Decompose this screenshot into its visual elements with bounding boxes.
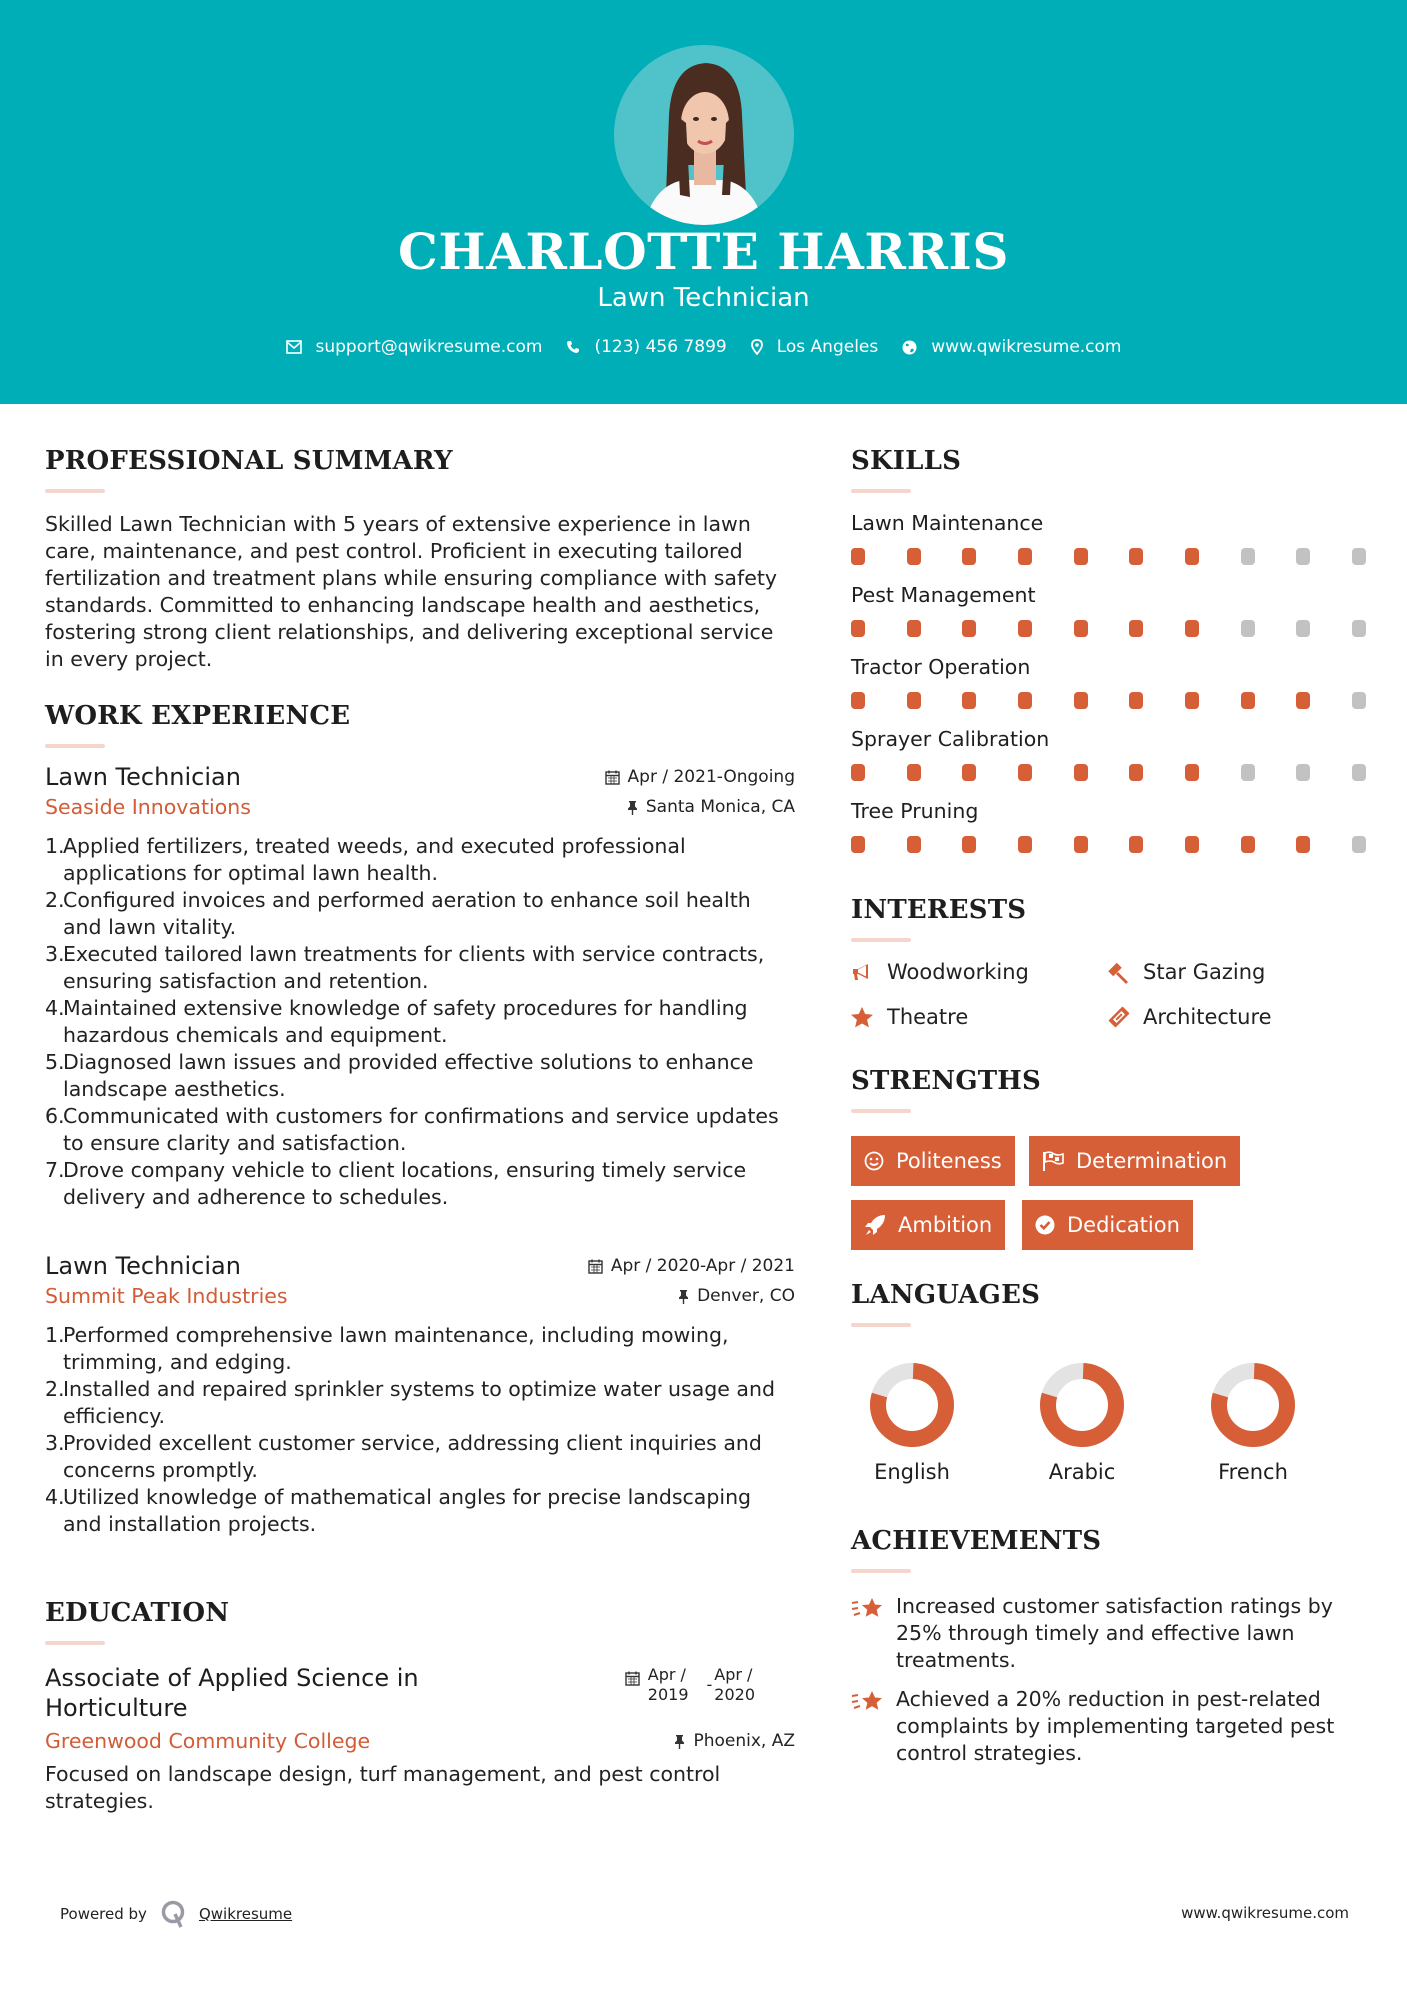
rating-dot-filled [907,548,921,565]
education-section [45,1598,795,1815]
skill-item [851,583,1371,637]
skill-rating [851,764,1366,781]
rating-dot-filled [907,692,921,709]
interest-item: Woodworking [851,960,1029,984]
section-heading: EDUCATION [45,1598,230,1628]
rating-dot-filled [962,620,976,637]
heading-underline [851,489,911,493]
job-location: Santa Monica, CA [627,797,795,817]
list-item: 4. Maintained extensive knowledge of safety procedures for handling hazardous chemicals and equipment. [45,996,748,1047]
company-name: Summit Peak Industries [45,1284,288,1308]
list-item: 1. Performed comprehensive lawn maintenance, including mowing, trimming, and edging. [45,1323,729,1374]
qwikresume-link[interactable]: Qwikresume [198,1905,293,1923]
rating-dot-filled [1241,692,1255,709]
rating-dot-empty [1352,692,1366,709]
email-text: support@qwikresume.com [315,337,543,357]
language-item [857,1360,967,1484]
strengths-section [851,1066,1371,1266]
rating-dot-filled [1185,692,1199,709]
education-dates: Apr / 2019 - Apr / 2020 [625,1663,755,1723]
skill-item [851,799,1371,853]
section-heading: SKILLS [851,446,962,476]
website-text: www.qwikresume.com [931,337,1122,357]
list-item: 3. Provided excellent customer service, addressing client inquiries and concerns promptly. [45,1431,762,1482]
job-dates: Apr / 2020-Apr / 2021 [588,1256,795,1276]
contact-email[interactable] [286,337,543,357]
gavel-icon [1107,960,1139,984]
skill-name: Pest Management [851,583,1036,607]
rating-dot-empty [1241,548,1255,565]
rating-dot-filled [851,764,865,781]
section-heading: LANGUAGES [851,1280,1041,1310]
list-item: 7. Drove company vehicle to client locations, ensuring timely service delivery and adherence to schedules. [45,1158,747,1209]
shooting-star-icon [851,1686,896,1767]
rating-dot-filled [1296,836,1310,853]
contact-phone[interactable] [566,337,726,357]
rating-dot-filled [962,548,976,565]
calendar-icon [625,1665,640,1691]
rating-dot-filled [1018,836,1032,853]
resume-header [0,0,1407,404]
education-location: Phoenix, AZ [674,1731,795,1751]
rating-dot-empty [1352,764,1366,781]
rating-dot-filled [1074,836,1088,853]
heading-underline [851,1569,911,1573]
rating-dot-filled [962,836,976,853]
rating-dot-filled [1185,764,1199,781]
interests-section [851,895,1371,1045]
heading-underline [851,1109,911,1113]
rating-dot-filled [962,692,976,709]
rating-dot-filled [1185,548,1199,565]
profile-photo [614,45,794,225]
language-label: Arabic [1048,1460,1116,1484]
job-title: Lawn Technician [45,1252,241,1280]
check-circle-icon [1035,1215,1055,1235]
achievement-item: Increased customer satisfaction ratings by 25% through timely and effective lawn treatments. [851,1593,1371,1674]
section-heading: STRENGTHS [851,1066,1042,1096]
list-item: 2. Installed and repaired sprinkler systems to optimize water usage and efficiency. [45,1377,775,1428]
section-heading: ACHIEVEMENTS [851,1526,1102,1556]
language-donut-chart [867,1360,957,1450]
skill-name: Lawn Maintenance [851,511,1044,535]
skill-rating [851,836,1366,853]
list-item: 5. Diagnosed lawn issues and provided effective solutions to enhance landscape aesthetics. [45,1050,754,1101]
strength-tag: Politeness [851,1136,1015,1186]
contact-location [751,337,879,357]
skills-list [851,511,1371,853]
star-icon [851,1007,883,1028]
list-item: 3. Executed tailored lawn treatments for clients with service contracts, ensuring satisfaction and retention. [45,942,765,993]
map-marker-icon [751,339,763,355]
footer-powered-by: Powered by Qwikresume [60,1900,292,1928]
rating-dot-empty [1296,548,1310,565]
rating-dot-filled [1018,548,1032,565]
rating-dot-filled [1074,692,1088,709]
achievements-section [851,1526,1371,1767]
skill-rating [851,692,1366,709]
job-bullets [45,1322,795,1538]
strength-tag: Ambition [851,1200,1005,1250]
rating-dot-filled [962,764,976,781]
rating-dot-filled [851,836,865,853]
heading-underline [45,489,105,493]
section-heading: WORK EXPERIENCE [45,701,351,731]
location-text: Los Angeles [776,337,879,357]
skill-item [851,727,1371,781]
languages-section [851,1280,1371,1510]
degree-title: Associate of Applied Science in Horticulture [45,1664,419,1722]
interest-item: Star Gazing [1107,960,1265,984]
ticket-icon [1107,1005,1139,1029]
heading-underline [851,938,911,942]
rating-dot-filled [1018,620,1032,637]
rating-dot-filled [1185,620,1199,637]
rating-dot-filled [851,692,865,709]
heading-underline [45,744,105,748]
rating-dot-filled [907,764,921,781]
rating-dot-filled [907,836,921,853]
achievement-item: Achieved a 20% reduction in pest-related complaints by implementing targeted pest control strategies. [851,1686,1371,1767]
interest-item: Theatre [851,1005,968,1029]
language-item [1198,1360,1308,1484]
rating-dot-filled [1018,764,1032,781]
pushpin-icon [674,1734,685,1749]
section-heading: PROFESSIONAL SUMMARY [45,446,453,476]
footer-site[interactable]: www.qwikresume.com [1181,1904,1349,1922]
skill-item [851,655,1371,709]
skill-rating [851,548,1366,565]
rating-dot-empty [1352,548,1366,565]
language-label: French [1218,1460,1288,1484]
rating-dot-empty [1352,836,1366,853]
job-entry [45,763,795,1211]
shooting-star-icon [851,1593,896,1674]
list-item: 6. Communicated with customers for confirmations and service updates to ensure clarity and satisfaction. [45,1104,779,1155]
summary-section [45,446,795,673]
language-donut-chart [1037,1360,1127,1450]
contact-website[interactable] [902,337,1121,357]
skills-section [851,446,1371,871]
pushpin-icon [678,1289,689,1304]
job-title: Lawn Technician [45,763,241,791]
skill-item [851,511,1371,565]
rating-dot-filled [1241,836,1255,853]
rating-dot-empty [1241,620,1255,637]
strength-tag: Dedication [1022,1200,1193,1250]
job-bullets [45,833,795,1211]
envelope-icon [286,340,302,354]
rating-dot-filled [1129,836,1143,853]
rating-dot-filled [1185,836,1199,853]
candidate-name: CHARLOTTE HARRIS [398,222,1009,281]
rating-dot-empty [1296,764,1310,781]
language-item [1027,1360,1137,1484]
heading-underline [851,1323,911,1327]
rating-dot-filled [1129,692,1143,709]
rating-dot-filled [1074,620,1088,637]
calendar-icon [588,1259,603,1274]
bullhorn-icon [851,962,883,982]
company-name: Seaside Innovations [45,795,251,819]
rating-dot-filled [1129,764,1143,781]
heading-underline [45,1641,105,1645]
rating-dot-empty [1296,620,1310,637]
globe-icon [902,340,917,355]
job-dates: Apr / 2021-Ongoing [605,767,795,787]
calendar-icon [605,770,620,785]
rating-dot-filled [1018,692,1032,709]
skill-name: Tree Pruning [851,799,979,823]
job-entry [45,1252,795,1538]
strength-tag: Determination [1029,1136,1240,1186]
job-location: Denver, CO [678,1286,795,1306]
qwikresume-logo-icon [161,1900,187,1928]
school-name: Greenwood Community College [45,1729,371,1753]
phone-icon [566,340,580,354]
smile-icon [864,1151,884,1171]
skill-name: Sprayer Calibration [851,727,1050,751]
language-label: English [874,1460,950,1484]
summary-text: Skilled Lawn Technician with 5 years of extensive experience in lawn care, maintenance, and pest control. Proficient in executing tailored fertilization and treatment plans while ensuring compliance with safety standards. Committed to enhancing landscape health and aesthetics, fostering strong client relationships, and delivering exceptional service in every project. [45,512,777,671]
rating-dot-filled [1296,692,1310,709]
list-item: 2. Configured invoices and performed aeration to enhance soil health and lawn vitality. [45,888,751,939]
rating-dot-filled [1129,620,1143,637]
section-heading: INTERESTS [851,895,1027,925]
rating-dot-filled [851,620,865,637]
pushpin-icon [627,800,638,815]
skill-rating [851,620,1366,637]
list-item: 4. Utilized knowledge of mathematical angles for precise landscaping and installation projects. [45,1485,752,1536]
rating-dot-filled [1129,548,1143,565]
interest-item: Architecture [1107,1005,1272,1029]
rating-dot-filled [1074,548,1088,565]
rating-dot-filled [1074,764,1088,781]
rating-dot-filled [907,620,921,637]
skill-name: Tractor Operation [851,655,1031,679]
rating-dot-filled [851,548,865,565]
phone-text: (123) 456 7899 [594,337,727,357]
education-description: Focused on landscape design, turf management, and pest control strategies. [45,1762,721,1813]
rating-dot-empty [1352,620,1366,637]
checkered-flag-icon [1042,1151,1064,1171]
contact-bar [0,337,1407,357]
language-donut-chart [1208,1360,1298,1450]
rating-dot-empty [1241,764,1255,781]
experience-section [45,701,795,748]
list-item: 1. Applied fertilizers, treated weeds, and executed professional applications for optimal lawn health. [45,834,686,885]
candidate-title: Lawn Technician [597,283,810,313]
rocket-icon [864,1214,886,1236]
